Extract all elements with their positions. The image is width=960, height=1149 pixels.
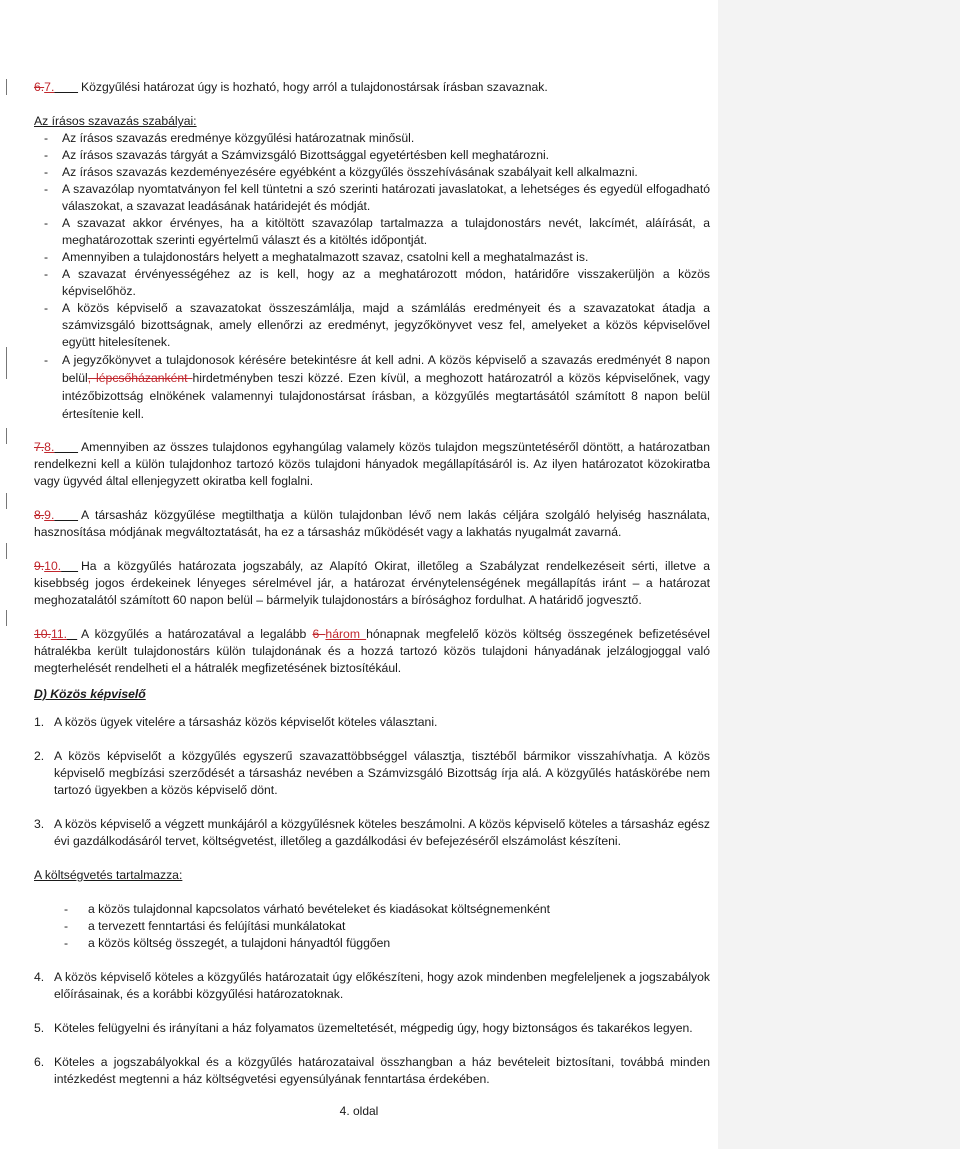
list-item: 2. A közös képviselőt a közgyűlés egyszerű szavazattöbbséggel választja, tisztéből bármikor visszahívhatja. A közös képviselő megbízási szerződését a társasház nevében a Számvizsgáló Bizottság írja alá. A közgyűlés hatáskörébe nem tartozó ügyekben a közös képviselő dönt.: [34, 749, 710, 797]
change-bar: [6, 363, 7, 379]
rule-item: - A jegyzőkönyvet a tulajdonosok kérésére betekintésre át kell adni. A közös képviselő a szavazás eredményét 8 napon belül, lépcsőházanként hirdetményben teszi közzé. Ezen kívül, a meghozott határozatról a közös képviselőnek, vagy intézőbizottság elnökének valamennyi tulajdonostársat írásban, a közgyűlés megtartásától számított 8 napon belül értesítenie kell.: [44, 353, 710, 421]
inserted-text: három: [325, 627, 367, 641]
rule-item: - A szavazat akkor érvényes, ha a kitöltött szavazólap tartalmazza a tulajdonostárs nevét, lakcímét, aláírását, a meghatározottak szerinti egyértelmű választ és a kitöltés időpontját.: [44, 216, 710, 247]
list-item: 4. A közös képviselő köteles a közgyűlés határozatait úgy előkészíteni, hogy azok mindenben megfeleljenek a jogszabályok előírásainak, és a korábbi közgyűlési határozatoknak.: [34, 970, 710, 1001]
deleted-text: 6: [312, 627, 326, 641]
section-6: [34, 79, 710, 96]
section-text: Amennyiben az összes tulajdonos egyhangúlag valamely közös tulajdon megszüntetéséről döntött, a határozatban rendelkezni kell a külön tulajdonhoz tartozó közös tulajdoni hányadok megállapításáról is. Az ilyen határozatot közokiratba vagy ügyvéd által ellenjegyzett okiratba kell foglalni.: [34, 440, 710, 488]
budget-heading: A költségvetés tartalmazza:: [34, 868, 183, 882]
rule-item: - Az írásos szavazás tárgyát a Számvizsgáló Bizottsággal egyetértésben kell meghatározni.: [44, 148, 550, 162]
rule-item: - A közös képviselő a szavazatokat összeszámlálja, majd a számlálás eredményeit és a szavazatokat átadja a számvizsgáló bizottságnak, amely ellenőrzi az eredményt, jegyzőkönyvet vesz fel, amelyeket a közös képviselővel együtt hitelesítenek.: [44, 301, 710, 349]
budget-item: - a tervezett fenntartási és felújítási munkálatokat: [64, 919, 346, 933]
budget-item: - a közös költség összegét, a tulajdoni hányadtól függően: [64, 936, 391, 950]
rule-item: - Az írásos szavazás kezdeményezésére egyébként a közgyűlés összehívásának szabályait kell alkalmazni.: [44, 165, 638, 179]
change-bar: [6, 610, 7, 626]
list-item: 1. A közös ügyek vitelére a társasház közös képviselőt köteles választani.: [34, 715, 438, 729]
deleted-number: 6.: [34, 80, 45, 94]
list-item: 3. A közös képviselő a végzett munkájáról a közgyűlésnek köteles beszámolni. A közös képviselő köteles a társasház egész évi gazdálkodásáról tervet, költségvetést, illetőleg a gazdálkodási év befejezéséről elszámolást készíteni.: [34, 817, 710, 848]
markup-pane: [718, 0, 960, 1149]
list-item: 5. Köteles felügyelni és irányítani a ház folyamatos üzemeltetését, mégpedig úgy, hogy biztonságos és takarékos legyen.: [34, 1021, 693, 1035]
budget-item: - a közös tulajdonnal kapcsolatos várható bevételeket és kiadásokat költségnemenként: [64, 902, 551, 916]
rule-item: - Az írásos szavazás eredménye közgyűlési határozatnak minősül.: [44, 131, 415, 145]
section-7: 7.8. Amennyiben az összes tulajdonos egyhangúlag valamely közös tulajdon megszüntetéséről döntött, a határozatban rendelkezni kell a külön tulajdonhoz tartozó közös tulajdoni hányadok megállapításáról is. Az ilyen határozatot közokiratba vagy ügyvéd által ellenjegyzett okiratba kell foglalni.: [34, 440, 710, 488]
change-bar: [6, 428, 7, 444]
document-body: [34, 79, 710, 1088]
section-text: Közgyűlési határozat úgy is hozható, hogy arról a tulajdonostársak írásban szavaznak.: [81, 80, 548, 94]
section-9: 9.10. Ha a közgyűlés határozata jogszabály, az Alapító Okirat, illetőleg a Szabályzat rendelkezéseit sérti, illetve a kisebbség jogos érdekeinek lényeges sérelmével jár, a határozat érvénytelenségének megállapítás iránt – a határozat meghozatalától számított 60 napon belül – bármelyik tulajdonostárs a bírósághoz fordulhat. A határidő jogvesztő.: [34, 559, 710, 607]
section-10: 10.11. A közgyűlés a határozatával a legalább 6 három hónapnak megfelelő közös költség összegének befizetésével hátralékba került tulajdonostárs külön tulajdonának és a hozzá tartozó közös tulajdoni hányadának jelzálogjoggal való megterhelését rendelheti el a hátralék megfizetésének biztosítékául.: [34, 627, 710, 675]
section-d-heading: D) Közös képviselő: [34, 687, 146, 701]
rule-item: - A szavazólap nyomtatványon fel kell tüntetni a szó szerinti határozati javaslatokat, a lehetséges és egyedül elfogadható válaszokat, a szavazat leadásának határidejét és módját.: [44, 182, 710, 213]
change-bar: [6, 79, 7, 95]
section-text: A társasház közgyűlése megtilthatja a külön tulajdonban lévő nem lakás céljára szolgáló helyiség használata, hasznosítása módjának megváltoztatását, ha ez a társasház működését vagy a lakhatás nyugalmát zavarná.: [34, 508, 710, 539]
deleted-text: , lépcsőházanként: [87, 371, 193, 385]
rule-item: - Amennyiben a tulajdonostárs helyett a meghatalmazott szavaz, csatolni kell a meghatalmazást is.: [44, 250, 589, 264]
written-vote-rules: [34, 130, 710, 423]
written-vote-heading: Az írásos szavazás szabályai:: [34, 114, 197, 128]
list-item: 6. Köteles a jogszabályokkal és a közgyűlés határozataival összhangban a ház bevételeit biztosítani, továbbá minden intézkedést megtenni a ház költségvetési egyensúlyának fenntartása érdekében.: [34, 1055, 710, 1086]
inserted-number: 7.: [44, 80, 55, 94]
section-8: 8.9. A társasház közgyűlése megtilthatja a külön tulajdonban lévő nem lakás céljára szolgáló helyiség használata, hasznosítása módjának megváltoztatását, ha ez a társasház működését vagy a lakhatás nyugalmát zavarná.: [34, 508, 710, 539]
change-bar: [6, 493, 7, 509]
change-bar: [6, 347, 7, 363]
rule-item: - A szavazat érvényességéhez az is kell, hogy az a meghatározott módon, határidőre visszakerüljön a közös képviselőhöz.: [44, 267, 710, 298]
change-bar: [6, 543, 7, 559]
section-text: Ha a közgyűlés határozata jogszabály, az Alapító Okirat, illetőleg a Szabályzat rendelkezéseit sérti, illetve a kisebbség jogos érdekeinek lényeges sérelmével jár, a határozat érvénytelenségének megállapítás iránt – a határozat meghozatalától számított 60 napon belül – bármelyik tulajdonostárs a bírósághoz fordulhat. A határidő jogvesztő.: [34, 559, 710, 607]
page-number: 4. oldal: [339, 1104, 379, 1118]
